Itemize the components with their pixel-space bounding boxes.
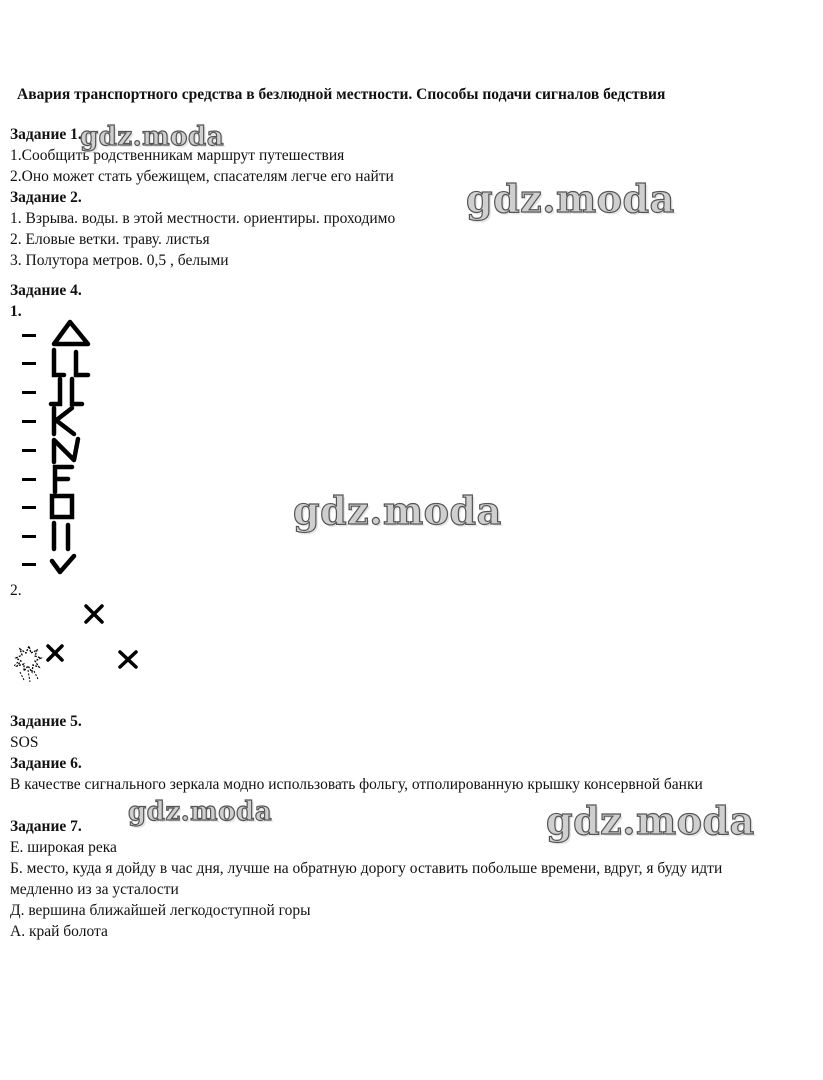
task-6-section <box>10 753 786 795</box>
task-7-answer-e: Е. широкая река <box>10 839 117 856</box>
fire-icon <box>14 646 41 682</box>
task-4-header: Задание 4. <box>10 282 82 299</box>
square-icon <box>48 492 78 522</box>
triangle-icon <box>48 318 94 348</box>
task-2-answer-3: 3. Полутора метров. 0,5 , белыми <box>10 252 229 269</box>
task-1-answer-1: 1.Сообщить родственникам маршрут путешествия <box>10 147 345 164</box>
cross-mark-icon <box>48 646 62 660</box>
task-4-part-2 <box>10 580 810 601</box>
list-dash <box>22 362 36 365</box>
task-2-answer-1: 1. Взрыва. воды. в этой местности. ориентиры. проходимо <box>10 210 396 227</box>
task-2-section <box>10 187 810 271</box>
watermark: gdz.moda <box>128 797 273 827</box>
task-5-section <box>10 711 810 753</box>
check-mark-icon <box>48 552 80 576</box>
task-6-header: Задание 6. <box>10 755 82 772</box>
cross-mark-icon <box>120 652 136 667</box>
task-4-part-2-label: 2. <box>10 582 22 599</box>
double-bar-icon <box>48 520 78 552</box>
task-6-answer: В качестве сигнального зеркала модно использовать фольгу, отполированную крышку консервной банки <box>10 776 703 793</box>
f-letter-icon <box>48 463 78 495</box>
task-7-answer-b: Б. место, куда я дойду в час дня, лучше на обратную дорогу оставить побольше времени, вдруг, я буду идти медленно из за усталости <box>10 860 723 898</box>
list-dash <box>22 478 36 481</box>
list-dash <box>22 506 36 509</box>
task-4-section <box>10 280 810 322</box>
task-7-header: Задание 7. <box>10 818 82 835</box>
task-7-answer-a: А. край болота <box>10 923 108 940</box>
fire-crosses-diagram <box>12 600 152 695</box>
task-4-part-1-label: 1. <box>10 303 22 320</box>
double-l-icon <box>48 347 94 379</box>
watermark: gdz.moda <box>293 488 502 533</box>
watermark: gdz.moda <box>466 176 675 221</box>
task-5-answer: SOS <box>10 734 39 751</box>
task-2-answer-2: 2. Еловые ветки. траву. листья <box>10 231 210 248</box>
cross-mark-icon <box>86 606 102 622</box>
list-dash <box>22 563 36 566</box>
n-letter-icon <box>48 434 84 466</box>
list-dash <box>22 391 36 394</box>
k-letter-icon <box>48 405 80 437</box>
mirrored-l-pair-icon <box>48 376 88 408</box>
task-1-header: Задание 1. <box>10 126 82 143</box>
page-title: Авария транспортного средства в безлюдной местности. Способы подачи сигналов бедствия <box>17 86 666 103</box>
list-dash <box>22 420 36 423</box>
list-dash <box>22 334 36 337</box>
watermark: gdz.moda <box>80 122 225 152</box>
task-1-answer-2: 2.Оно может стать убежищем, спасателям легче его найти <box>10 168 394 185</box>
watermark: gdz.moda <box>546 798 755 843</box>
list-dash <box>22 449 36 452</box>
task-5-header: Задание 5. <box>10 713 82 730</box>
task-7-answer-d: Д. вершина ближайшей легкодоступной горы <box>10 902 311 919</box>
task-2-header: Задание 2. <box>10 189 82 206</box>
list-dash <box>22 535 36 538</box>
